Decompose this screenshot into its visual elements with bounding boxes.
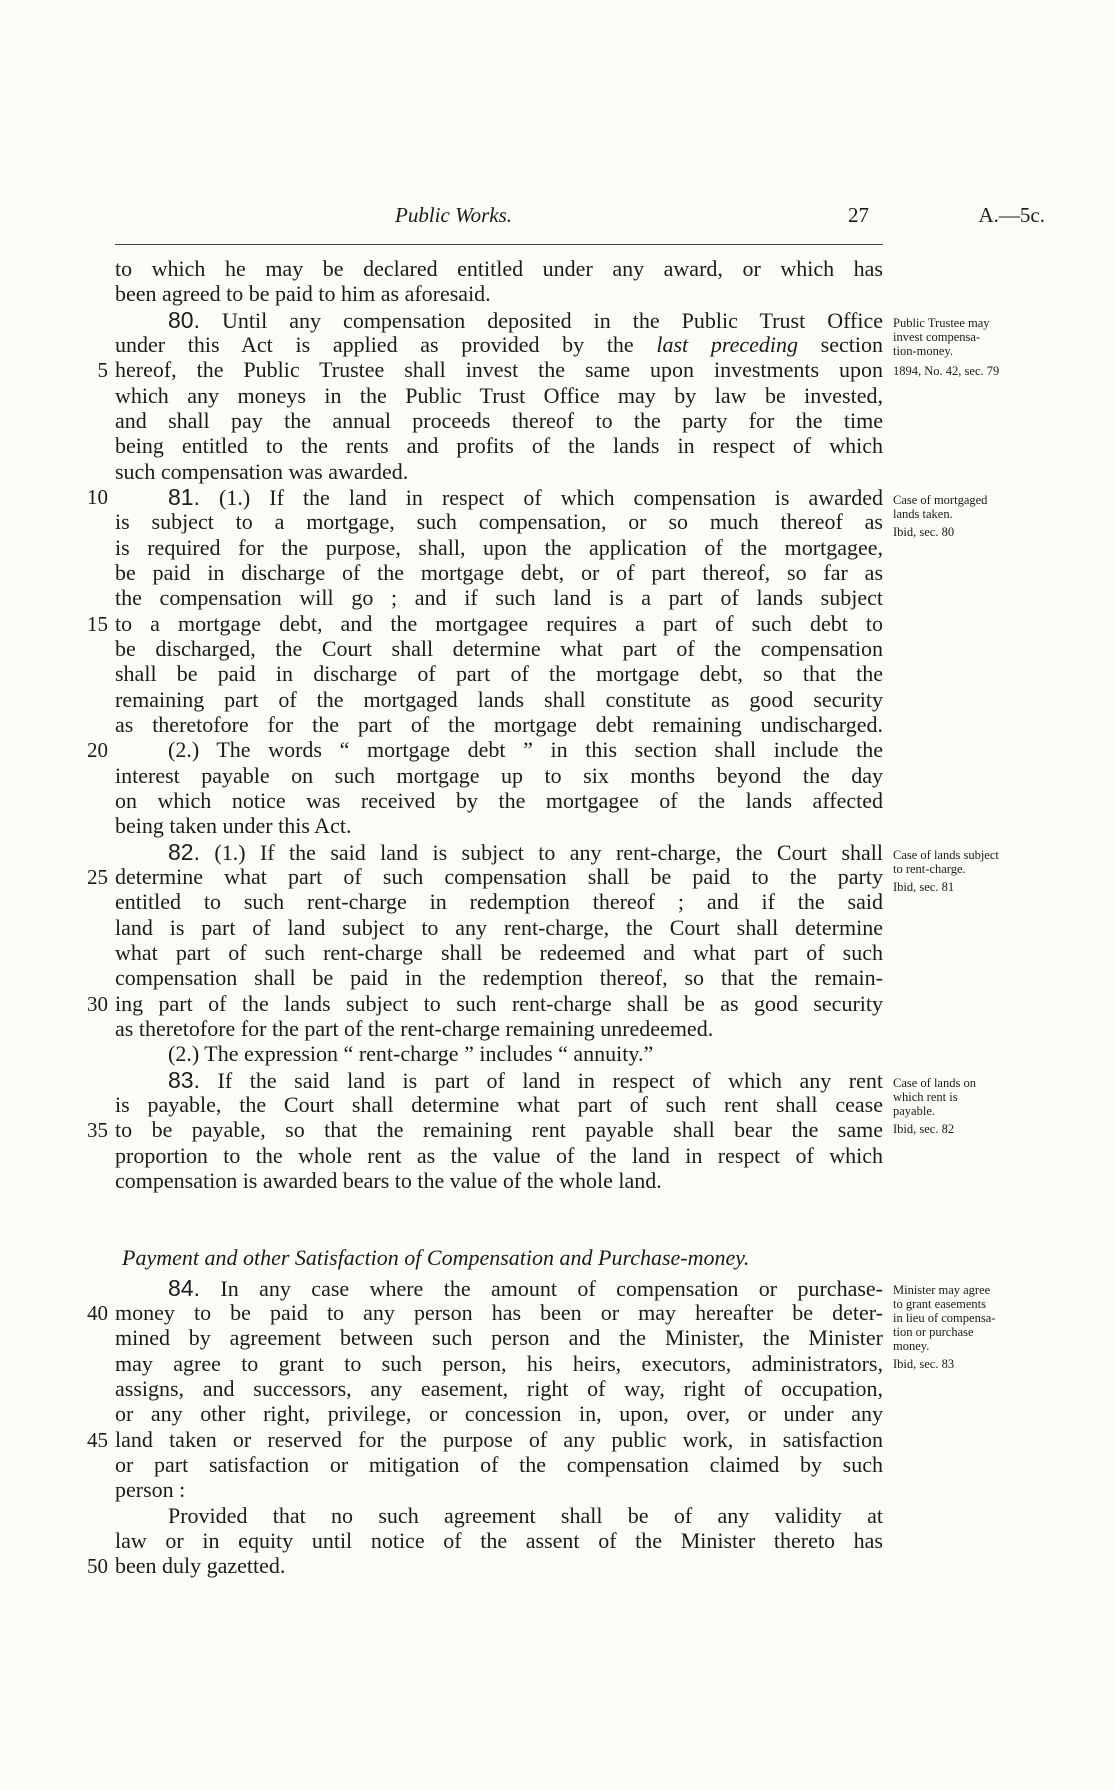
text-line: compensation is awarded bears to the value of the whole land. xyxy=(115,1168,662,1193)
text-line: is payable, the Court shall determine what part of such rent shall cease xyxy=(115,1092,883,1117)
running-title: Public Works. xyxy=(395,203,513,227)
section-number: 81. xyxy=(168,484,200,510)
section-heading: Payment and other Satisfaction of Compensation and Purchase-money. xyxy=(122,1245,750,1270)
text-line: to which he may be declared entitled under any award, or which has xyxy=(115,256,883,281)
line-number: 25 xyxy=(87,865,108,889)
text-line: or part satisfaction or mitigation of the compensation claimed by such xyxy=(115,1452,883,1477)
text-line: be paid in discharge of the mortgage debt, or of part thereof, so far as xyxy=(115,560,883,585)
section-number: 82. xyxy=(168,839,200,865)
section-80-line: 80. Until any compensation deposited in the Public Trust Office xyxy=(168,307,883,333)
text-line: under this Act is applied as provided by the last preceding section xyxy=(115,332,883,357)
line-number: 30 xyxy=(87,992,108,1016)
text-line: (2.) The words “ mortgage debt ” in this section shall include the xyxy=(168,737,883,762)
line-number: 35 xyxy=(87,1118,108,1142)
text-line: on which notice was received by the mortgagee of the lands affected xyxy=(115,788,883,813)
text-line: being entitled to the rents and profits of the lands in respect of which xyxy=(115,433,883,458)
text-line: interest payable on such mortgage up to six months beyond the day xyxy=(115,763,883,788)
text-line: assigns, and successors, any easement, right of way, right of occupation, xyxy=(115,1376,883,1401)
marginal-note: Case of lands on which rent is payable. Ibid, sec. 82 xyxy=(893,1076,976,1136)
page-header xyxy=(110,203,1045,233)
text-line: to be payable, so that the remaining rent payable shall bear the same xyxy=(115,1117,883,1142)
text-line: entitled to such rent-charge in redemption thereof ; and if the said xyxy=(115,889,883,914)
text-line: as theretofore for the part of the mortgage debt remaining undischarged. xyxy=(115,712,883,737)
page-number: 27 xyxy=(848,203,869,227)
line-number: 40 xyxy=(87,1301,108,1325)
section-number: 83. xyxy=(168,1067,200,1093)
line-number: 50 xyxy=(87,1554,108,1578)
section-84-line: 84. In any case where the amount of compensation or purchase- xyxy=(168,1275,883,1301)
text-line: remaining part of the mortgaged lands shall constitute as good security xyxy=(115,687,883,712)
text-line: person : xyxy=(115,1477,186,1502)
text-line: such compensation was awarded. xyxy=(115,459,409,484)
section-number: 84. xyxy=(168,1275,200,1301)
text-line: ing part of the lands subject to such rent-charge shall be as good security xyxy=(115,991,883,1016)
text-line: shall be paid in discharge of part of the mortgage debt, so that the xyxy=(115,661,883,686)
text-line: land is part of land subject to any rent-charge, the Court shall determine xyxy=(115,915,883,940)
text-line: been agreed to be paid to him as aforesaid. xyxy=(115,281,491,306)
marginal-note: Case of mortgaged lands taken. Ibid, sec. 80 xyxy=(893,493,988,539)
line-number: 15 xyxy=(87,612,108,636)
text-line: determine what part of such compensation shall be paid to the party xyxy=(115,864,883,889)
text-line: is required for the purpose, shall, upon the application of the mortgagee, xyxy=(115,535,883,560)
text-line: proportion to the whole rent as the value of the land in respect of which xyxy=(115,1143,883,1168)
proviso-line: Provided that no such agreement shall be of any validity at xyxy=(168,1503,883,1528)
text-line: as theretofore for the part of the rent-charge remaining unredeemed. xyxy=(115,1016,714,1041)
marginal-note: Public Trustee may invest compensa- tion-money. 1894, No. 42, sec. 79 xyxy=(893,316,1000,378)
header-rule xyxy=(115,244,883,245)
section-83-line: 83. If the said land is part of land in respect of which any rent xyxy=(168,1067,883,1093)
text-line: which any moneys in the Public Trust Office may by law be invested, xyxy=(115,383,883,408)
line-number: 5 xyxy=(97,358,108,382)
section-number: 80. xyxy=(168,307,200,333)
section-82-line: 82. (1.) If the said land is subject to any rent-charge, the Court shall xyxy=(168,839,883,865)
text-line: (2.) The expression “ rent-charge ” includes “ annuity.” xyxy=(168,1041,654,1066)
text-line: land taken or reserved for the purpose of any public work, in satisfaction xyxy=(115,1427,883,1452)
document-reference: A.—5c. xyxy=(978,203,1045,227)
text-line: law or in equity until notice of the assent of the Minister thereto has xyxy=(115,1528,883,1553)
marginal-note: Case of lands subject to rent-charge. Ibid, sec. 81 xyxy=(893,848,999,894)
section-81-line: 81. (1.) If the land in respect of which compensation is awarded xyxy=(168,484,883,510)
text-line: be discharged, the Court shall determine what part of the compensation xyxy=(115,636,883,661)
text-line: to a mortgage debt, and the mortgagee requires a part of such debt to xyxy=(115,611,883,636)
line-number: 45 xyxy=(87,1428,108,1452)
text-line: been duly gazetted. xyxy=(115,1553,286,1578)
text-line: hereof, the Public Trustee shall invest the same upon investments upon xyxy=(115,357,883,382)
text-line: what part of such rent-charge shall be redeemed and what part of such xyxy=(115,940,883,965)
text-line: is subject to a mortgage, such compensation, or so much thereof as xyxy=(115,509,883,534)
marginal-note: Minister may agree to grant easements in lieu of compensa- tion or purchase money. Ibid, sec. 83 xyxy=(893,1283,996,1371)
line-number: 10 xyxy=(87,485,108,509)
text-line: the compensation will go ; and if such land is a part of lands subject xyxy=(115,585,883,610)
text-line: compensation shall be paid in the redemption thereof, so that the remain- xyxy=(115,965,883,990)
text-line: being taken under this Act. xyxy=(115,813,352,838)
text-line: and shall pay the annual proceeds thereof to the party for the time xyxy=(115,408,883,433)
line-number: 20 xyxy=(87,738,108,762)
text-line: or any other right, privilege, or concession in, upon, over, or under any xyxy=(115,1401,883,1426)
text-line: mined by agreement between such person and the Minister, the Minister xyxy=(115,1325,883,1350)
text-line: may agree to grant to such person, his heirs, executors, administrators, xyxy=(115,1351,883,1376)
text-line: money to be paid to any person has been or may hereafter be deter- xyxy=(115,1300,883,1325)
